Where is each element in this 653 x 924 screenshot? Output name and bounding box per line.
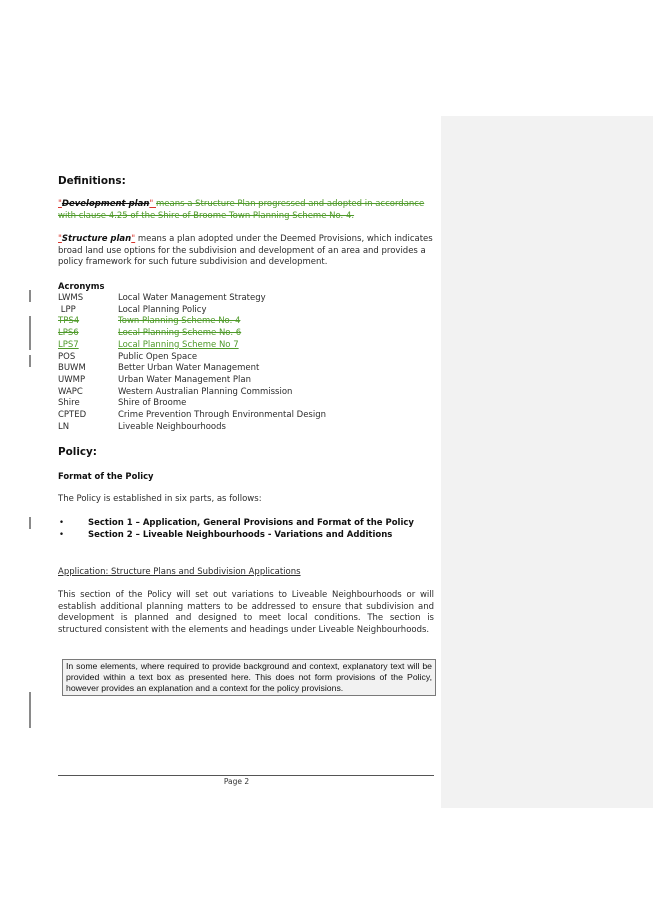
acronym-code: LPS6: [58, 328, 79, 339]
acronym-definition: Local Planning Policy: [118, 304, 207, 315]
change-bar: [29, 355, 31, 367]
acronym-code: POS: [58, 351, 76, 362]
application-heading: Application: Structure Plans and Subdivision Applications: [58, 567, 301, 577]
acronym-code: LPP: [58, 304, 76, 315]
acronym-code: TPS4: [58, 316, 80, 327]
definitions-heading: Definitions:: [58, 175, 126, 187]
change-bar: [29, 316, 31, 350]
acronym-code: LWMS: [58, 293, 84, 303]
acronym-definition: Local Planning Scheme No 7: [118, 339, 239, 350]
policy-heading: Policy:: [58, 446, 97, 458]
bullet-marker: •: [59, 530, 65, 540]
acronym-definition: Local Planning Scheme No. 6: [118, 328, 242, 339]
acronym-code: LPS7: [58, 339, 79, 350]
format-heading: Format of the Policy: [58, 471, 154, 481]
change-bar: [29, 517, 31, 529]
acronym-definition: Local Water Management Strategy: [118, 293, 266, 303]
comment-pane[interactable]: [441, 116, 653, 808]
definition-close-mark: ": [131, 234, 136, 244]
acronym-definition: Crime Prevention Through Environmental Design: [118, 410, 327, 420]
acronym-code: Shire: [58, 398, 80, 409]
acronym-definition: Shire of Broome: [118, 398, 187, 409]
definition-close-mark: ": [149, 199, 156, 209]
definition-term: Structure plan: [61, 234, 132, 244]
acronym-definition: Western Australian Planning Commission: [118, 386, 293, 397]
format-intro: The Policy is established in six parts, as follows:: [58, 494, 262, 504]
application-body: This section of the Policy will set out variations to Liveable Neighbourhoods or will establish additional planning matters to be addressed to ensure that subdivision and development is planned and designed to meet local conditions. The section is structured consistent with the elements and headings under Liveable Neighbourhoods.: [58, 590, 434, 636]
acronyms-heading: Acronyms: [58, 281, 105, 291]
explanatory-text-box[interactable]: In some elements, where required to provide background and context, explanatory text will be provided within a text box as presented here. This does not form provisions of the Policy, however provides an explanation and a context for the policy provisions.: [62, 659, 436, 696]
acronym-definition: Public Open Space: [118, 351, 198, 362]
acronym-definition: Town Planning Scheme No. 4: [118, 316, 241, 327]
bullet-text: Section 1 – Application, General Provisions and Format of the Policy: [88, 518, 414, 528]
acronym-code: BUWM: [58, 363, 86, 374]
definition-structure-plan[interactable]: [58, 234, 434, 269]
acronym-definition: Urban Water Management Plan: [118, 374, 252, 385]
definition-open-mark: ": [58, 199, 62, 209]
acronym-code: CPTED: [58, 410, 87, 420]
change-bar: [29, 692, 31, 728]
definition-open-mark: ": [58, 234, 62, 244]
acronym-code: UWMP: [58, 374, 86, 385]
page-number: Page 2: [223, 777, 250, 786]
definition-body: means a Structure Plan progressed and adopted in accordance with clause 4.25 of the Shire of Broome Town Planning Scheme No. 4.: [58, 199, 425, 221]
definition-term: Development plan: [61, 199, 150, 209]
change-bar: [29, 290, 31, 302]
definition-development-plan[interactable]: [58, 199, 434, 222]
acronym-definition: Liveable Neighbourhoods: [118, 421, 226, 432]
bullet-text: Section 2 – Liveable Neighbourhoods - Variations and Additions: [88, 530, 393, 540]
definition-body: means a plan adopted under the Deemed Provisions, which indicates broad land use options for the subdivision and development of an area and provides a policy framework for such future subdivision and development.: [58, 234, 433, 268]
footer: [0, 777, 441, 786]
bullet-marker: •: [59, 518, 65, 528]
acronym-code: WAPC: [58, 386, 83, 397]
acronym-definition: Better Urban Water Management: [118, 363, 260, 374]
footer-divider: [58, 775, 434, 776]
acronym-code: LN: [58, 421, 70, 432]
